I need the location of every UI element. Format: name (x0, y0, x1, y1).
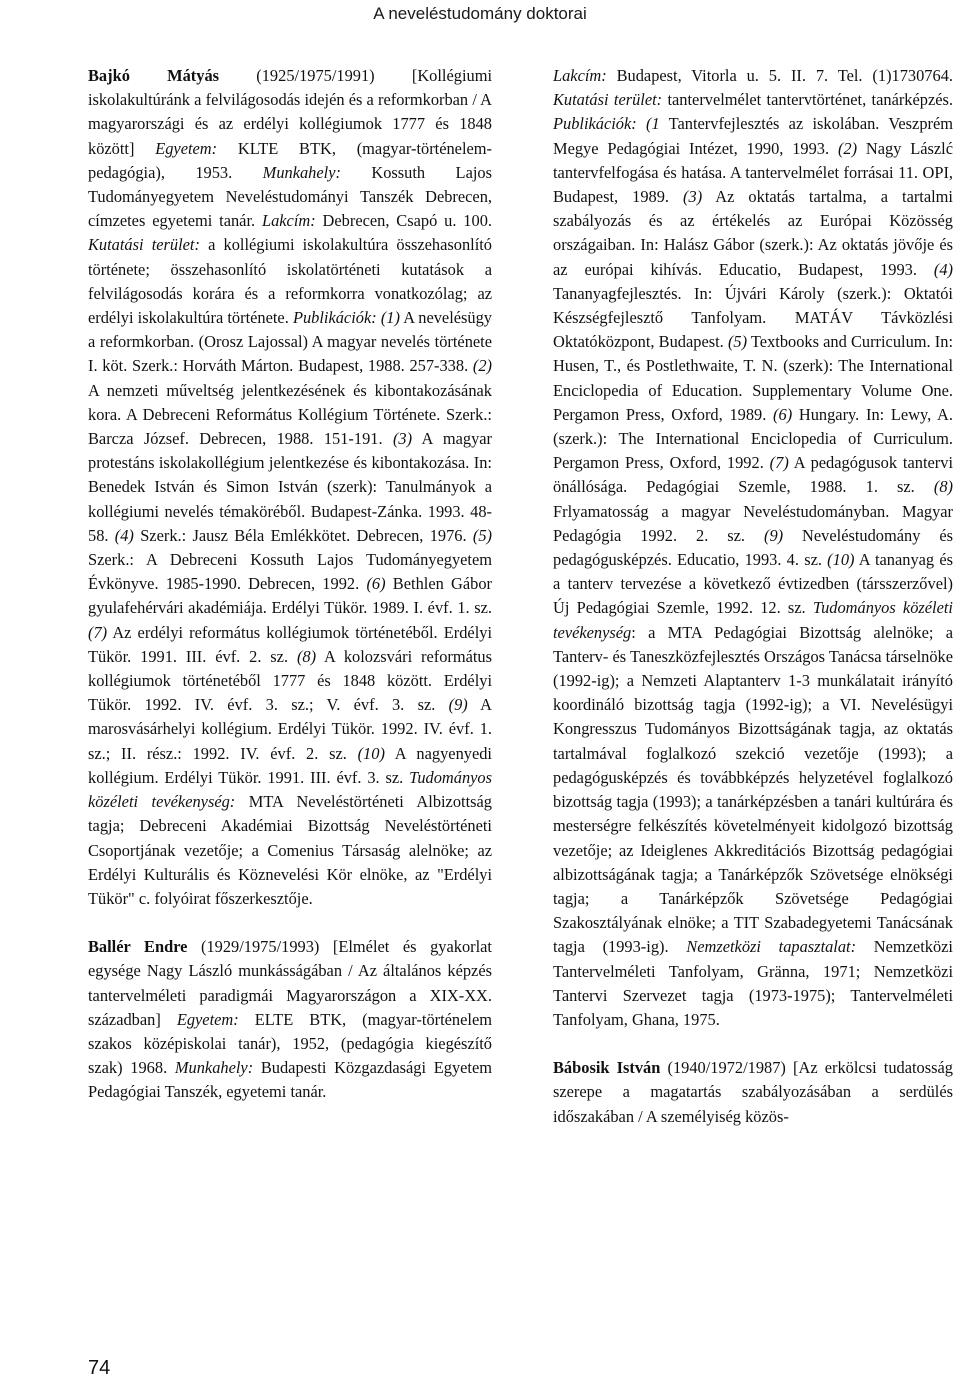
value-munkahely: Budapesti Közgazdasági Egyetem Pedagógiai Tanszék, egyetemi tanár. (88, 1058, 493, 1102)
label-egyetem: Egyetem: (155, 138, 218, 158)
publication: Tananyagfejlesztés. In: Újvári Károly (szerk.): Oktatói Készségfejlesztő Tanfolyam. MATÁV Távközlési Oktatóközpont, Budapest. (553, 283, 953, 352)
label-lakcim: Lakcím: (553, 66, 607, 85)
pub-number: (8) (296, 646, 317, 666)
entry-name: Bajkó Mátyás (88, 66, 220, 85)
label-nemzetkozi-tapasztalat: Nemzetközi tapasztalat: (686, 937, 857, 957)
value-lakcim: Budapest, Vitorla u. 5. II. 7. Tel. (1)1730764. (606, 66, 953, 85)
pub-number: (4) (933, 259, 953, 279)
value-egyetem: KLTE BTK, (magyar-történelem-pedagógia), 1953. (88, 138, 492, 182)
entry-baller-endre-continued (553, 64, 953, 1032)
entry-name: Bábosik István (553, 1058, 661, 1078)
pub-number: (3) (392, 429, 413, 449)
publication: Az oktatás tartalma, a tartalmi szabályozás és az értékelés az Európai Közösség országaiban. In: Halász Gábor (szerk.): Az oktatás jövője és az európai kihívás. Educatio, Budapest, 1993. (553, 187, 953, 279)
publication: Tantervfejlesztés az iskolában. Veszprém Megye Pedagógiai Intézet, 1990, 1993. (553, 114, 953, 158)
publication: A marosvásárhelyi kollégium. Erdélyi Tükör. 1992. IV. évf. 1. sz.; II. rész.: 1992. IV. évf. 2. sz. (88, 695, 492, 763)
publication: Az erdélyi református kollégiumok történetéből. Erdélyi Tükör. 1991. III. évf. 2. sz. (88, 622, 492, 666)
value-kozeleti: : a MTA Pedagógiai Bizottság alelnöke; a Tanterv- és Taneszközfejlesztés Országos Tanácsa társelnöke (1992-ig); a Nemzeti Alaptanterv 1-3 munkálatait irányító koordináló bizottság tagja (1992-ig); a VI. Nevelésügyi Kongresszus Tudományos Bizottságának tagja, az oktatás tartalmával foglalkozó szekció vezetője (1993); a pedagógusképzés és továbbképzés helyzetével foglalkozó bizottság tagja (1993); a tanárképzésben a tanári kultúrára és mesterségre felkészítés követelményeit kidolgozó bizottság vezetője; az Ideiglenes Akkreditációs Bizottság pedagógiai albizottságának tagja; a Tanárképzők Szövetsége elnökségi tagja; a Tanárképzők Szövetsége Pedagógiai Szakosztályának elnöke; a TIT Szabadegyetemi Tanácsának tagja (1993-ig). (553, 622, 953, 957)
pub-number: (7) (769, 453, 789, 473)
pub-number: (9) (763, 525, 784, 545)
pub-number: (5) (472, 525, 492, 545)
publication: A nevelésügy a reformkorban. (Orosz Lajossal) A magyar nevelés története I. köt. Szerk.: Horváth Márton. Budapest, 1988. 257-338. (88, 308, 492, 376)
publication: Hungary. In: Lewy, A. (szerk.): The International Enciclopedia of Curriculum. Pergamon Press, Oxford, 1992. (553, 404, 953, 473)
entry-baller-endre (88, 935, 492, 1104)
label-kutatasi-terulet: Kutatási terület: (553, 90, 663, 110)
entry-name: Ballér Endre (88, 937, 188, 957)
left-column (88, 64, 492, 1129)
label-publikaciok: Publikációk: (553, 114, 637, 134)
pub-number: (3) (683, 187, 703, 207)
label-lakcim: Lakcím: (261, 211, 316, 231)
running-head: A neveléstudomány doktorai (373, 4, 587, 23)
pub-number: (1 (636, 114, 660, 134)
value-egyetem: ELTE BTK, (magyar-történelem szakos középiskolai tanár), 1952, (pedagógia kiegészítő szak) 1968. (88, 1009, 492, 1078)
publication: Neveléstudomány és pedagógusképzés. Educatio, 1993. 4. sz. (553, 525, 953, 570)
publication: A magyar protestáns iskolakollégium jelentkezése és kibontakozása. In: Benedek István és Simon István (szerk): Tanulmányok a kollégiumi nevelés témaköréből. Budapest-Zánka. 1993. 48-58. (88, 429, 492, 545)
pub-number: (6) (773, 404, 793, 424)
entry-bajko-matyas (88, 64, 492, 911)
publication: Szerk.: Jausz Béla Emlékkötet. Debrecen, 1976. (133, 525, 473, 545)
entry-babosik-istvan (553, 1056, 953, 1129)
label-publikaciok: Publikációk: (292, 308, 377, 328)
publication: A tananyag és a tanterv tervezése a következő évtizedben (társszerzővel) Új Pedagógiai Szemle, 1992. 12. sz. (553, 550, 953, 618)
pub-number: (1) (376, 308, 400, 328)
publication: A pedagógusok tantervi önállósága. Pedagógiai Szemle, 1988. 1. sz. (553, 453, 953, 497)
publication: A kolozsvári református kollégiumok történetéből 1777 és 1848 között. Erdélyi Tükör. 1992. IV. évf. 3. sz.; V. évf. 3. sz. (88, 646, 492, 715)
pub-number: (2) (837, 138, 858, 158)
pub-number: (9) (448, 695, 468, 715)
value-kozeleti: MTA Neveléstörténeti Albizottság tagja; Debreceni Akadémiai Bizottság Neveléstörténeti Csoportjának vezetője; a Comenius Társaság alelnöke; az Erdélyi Kulturális és Köznevelési Kör elnöke, az "Erdélyi Tükör" c. folyóirat főszerkesztője. (88, 792, 492, 908)
value-lakcim: Debrecen, Csapó u. 100. (315, 211, 492, 231)
publication: Szerk.: A Debreceni Kossuth Lajos Tudományegyetem Évkönyve. 1985-1990. Debrecen, 1992. (88, 550, 492, 594)
publication: Textbooks and Curriculum. In: Husen, T., és Postlethwaite, T. N. (szerk): The International Enciclopedia of Education. Supplementary Volume One. Pergamon Press, Oxford, 1989. (553, 332, 953, 424)
value-kutatasi-terulet: a kollégiumi iskolakultúra összehasonlító története; összehasonlító iskolatörténeti kutatások a felvilágosodás korára és a reformkorra vonatkozólag; az erdélyi iskolakultúra története. (88, 235, 492, 328)
label-kozeleti: Tudományos közéleti tevékenység (553, 598, 953, 642)
value-kutatasi-terulet: tantervelmélet tantervtörténet, tanárképzés. (662, 90, 953, 110)
pub-number: (4) (114, 525, 134, 545)
publication: A nagyenyedi kollégium. Erdélyi Tükör. 1991. III. évf. 3. sz. (88, 743, 492, 787)
value-nemzetkozi-tapasztalat: Nemzetközi Tantervelméleti Tanfolyam, Gränna, 1971; Nemzetközi Tantervi Szervezet tagja (1973-1975); Tantervelméleti Tanfolyam, Ghana, 1975. (553, 937, 953, 1029)
publication: Nagy Lászlć tantervfelfogása és hatása. A tantervelmélet forrásai 11. OPI, Budapest, 1989. (553, 138, 953, 207)
label-kutatasi-terulet: Kutatási terület: (88, 235, 200, 255)
publication: Bethlen Gábor gyulafehérvári akadémiája. Erdélyi Tükör. 1989. I. évf. 1. sz. (88, 574, 493, 618)
right-column (553, 64, 953, 1153)
entry-dates-thesis: (1929/1975/1993) [Elmélet és gyakorlat egysége Nagy László munkásságában / Az általános képzés tantervelméleti paradigmái Magyarországon a XIX-XX. században] (88, 937, 492, 1029)
publication: Frlyamatosság a magyar Neveléstudományban. Magyar Pedagógia 1992. 2. sz. (553, 501, 953, 545)
pub-number: (5) (727, 332, 748, 352)
pub-number: (6) (366, 574, 386, 594)
page-number: 74 (88, 1357, 111, 1379)
label-egyetem: Egyetem: (176, 1009, 239, 1029)
pub-number: (10) (827, 550, 855, 570)
label-kozeleti: Tudományos közéleti tevékenység: (88, 767, 492, 812)
label-munkahely: Munkahely: (262, 162, 341, 182)
pub-number: (2) (472, 356, 492, 376)
pub-number: (10) (357, 743, 385, 763)
label-munkahely: Munkahely: (174, 1058, 254, 1078)
pub-number: (7) (88, 622, 108, 642)
entry-dates-thesis: (1940/1972/1987) [Az erkölcsi tudatosság szerepe a magatartás szabályozásában a serdülés időszakában / A személyiség közös- (553, 1058, 953, 1126)
entry-dates-thesis: (1925/1975/1991) [Kollégiumi iskolakultúránk a felvilágosodás idején és a reformkorban / A magyarországi és az erdélyi kollégiumok 1777 és 1848 között] (88, 66, 492, 158)
publication: A nemzeti műveltség jelentkezésének és kibontakozásának kora. A Debreceni Református Kollégium Története. Szerk.: Barcza József. Debrecen, 1988. 151-191. (88, 380, 492, 449)
pub-number: (8) (933, 477, 953, 497)
value-munkahely: Kossuth Lajos Tudományegyetem Neveléstudományi Tanszék Debrecen, címzetes egyetemi tanár. (88, 162, 492, 231)
